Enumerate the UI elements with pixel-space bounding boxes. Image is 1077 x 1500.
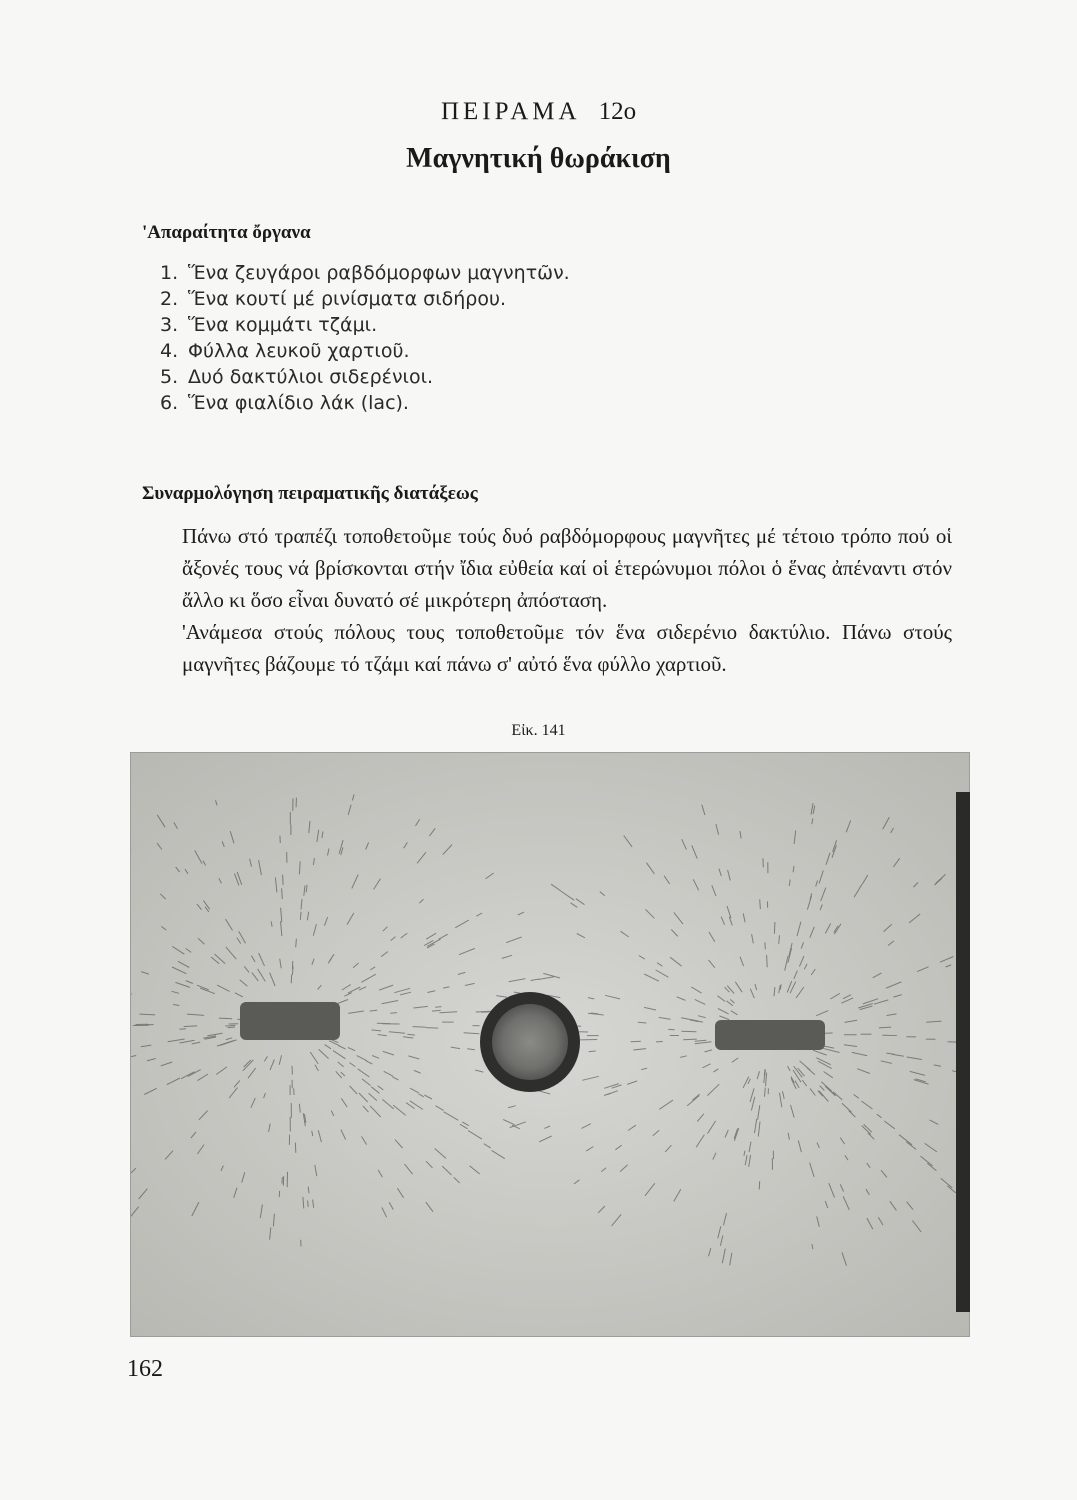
tools-section-label: 'Απαραίτητα ὄργανα [142, 222, 311, 243]
experiment-number: 12ο [598, 98, 637, 125]
iron-filing [413, 1027, 426, 1028]
iron-filing [426, 1028, 439, 1029]
list-item: 4. Φύλλα λευκοῦ χαρτιοῦ. [160, 340, 410, 362]
left-magnet [240, 1002, 340, 1040]
iron-filing [225, 1025, 235, 1026]
assembly-section-label: Συναρμολόγηση πειραματικῆς διατάξεως [142, 483, 478, 504]
assembly-body [182, 520, 952, 680]
iron-filing [219, 1018, 232, 1019]
list-item: 3. Ἕνα κομμάτι τζάμι. [160, 314, 378, 336]
iron-filing [390, 1013, 397, 1014]
experiment-label: ΠΕΙΡΑΜΑ [440, 98, 581, 125]
iron-filing [589, 1051, 596, 1052]
list-item: 2. Ἕνα κουτί μέ ρινίσματα σιδήρου. [160, 288, 507, 310]
iron-filing [683, 1039, 697, 1040]
photo-edge-shadow [956, 792, 970, 1312]
iron-filing [432, 1010, 441, 1011]
iron-filing [681, 1031, 696, 1032]
tools-list [160, 260, 570, 416]
iron-filing [228, 1027, 235, 1028]
iron-filing [435, 1007, 441, 1008]
assembly-paragraph-2: 'Ανάμεσα στούς πόλους τους τοποθετοῦμε τόν ἕνα σιδερένιο δακτύλιο. Πάνω στούς μαγνῆτες βάζουμε τό τζάμι καί πάνω σ' αὐτό ἕνα φύλλο χαρτιοῦ. [182, 620, 952, 676]
magnetic-field-photo [130, 752, 970, 1337]
iron-filing [760, 899, 761, 909]
iron-filing [296, 939, 297, 948]
list-item: 6. Ἕνα φιαλίδιο λάκ (lac). [160, 392, 409, 414]
right-magnet [715, 1020, 825, 1050]
page-number: 162 [127, 1356, 163, 1382]
assembly-paragraph-1: Πάνω στό τραπέζι τοποθετοῦμε τούς δυό ραβδόμορφους μαγνῆτες μέ τέτοιο τρόπο πού οἱ ἄξονές τους νά βρίσκονται στήν ἴδια εὐθεία καί οἱ ἑτερώνυμοι πόλοι ὁ ἕνας ἀπέναντι στόν ἄλλο κι ὅσο εἶναι δυνατό σέ μικρότερη ἀπόσταση. [182, 524, 952, 612]
iron-filing [283, 875, 284, 885]
figure-caption: Εἰκ. 141 [511, 722, 566, 739]
iron-ring-inner [492, 1004, 568, 1080]
experiment-heading [0, 98, 1077, 126]
iron-filing [282, 888, 283, 899]
iron-filing [184, 1026, 198, 1027]
iron-filing [767, 955, 768, 967]
iron-filing [774, 922, 775, 934]
experiment-title: Μαγνητική θωράκιση [406, 143, 671, 174]
list-item: 1. Ἕνα ζευγάροι ραβδόμορφων μαγνητῶν. [160, 262, 570, 284]
iron-filing [631, 1041, 641, 1042]
list-item: 5. Δυό δακτύλιοι σιδερένιοι. [160, 366, 434, 388]
iron-filing [308, 1201, 309, 1208]
iron-filing [759, 1181, 760, 1189]
